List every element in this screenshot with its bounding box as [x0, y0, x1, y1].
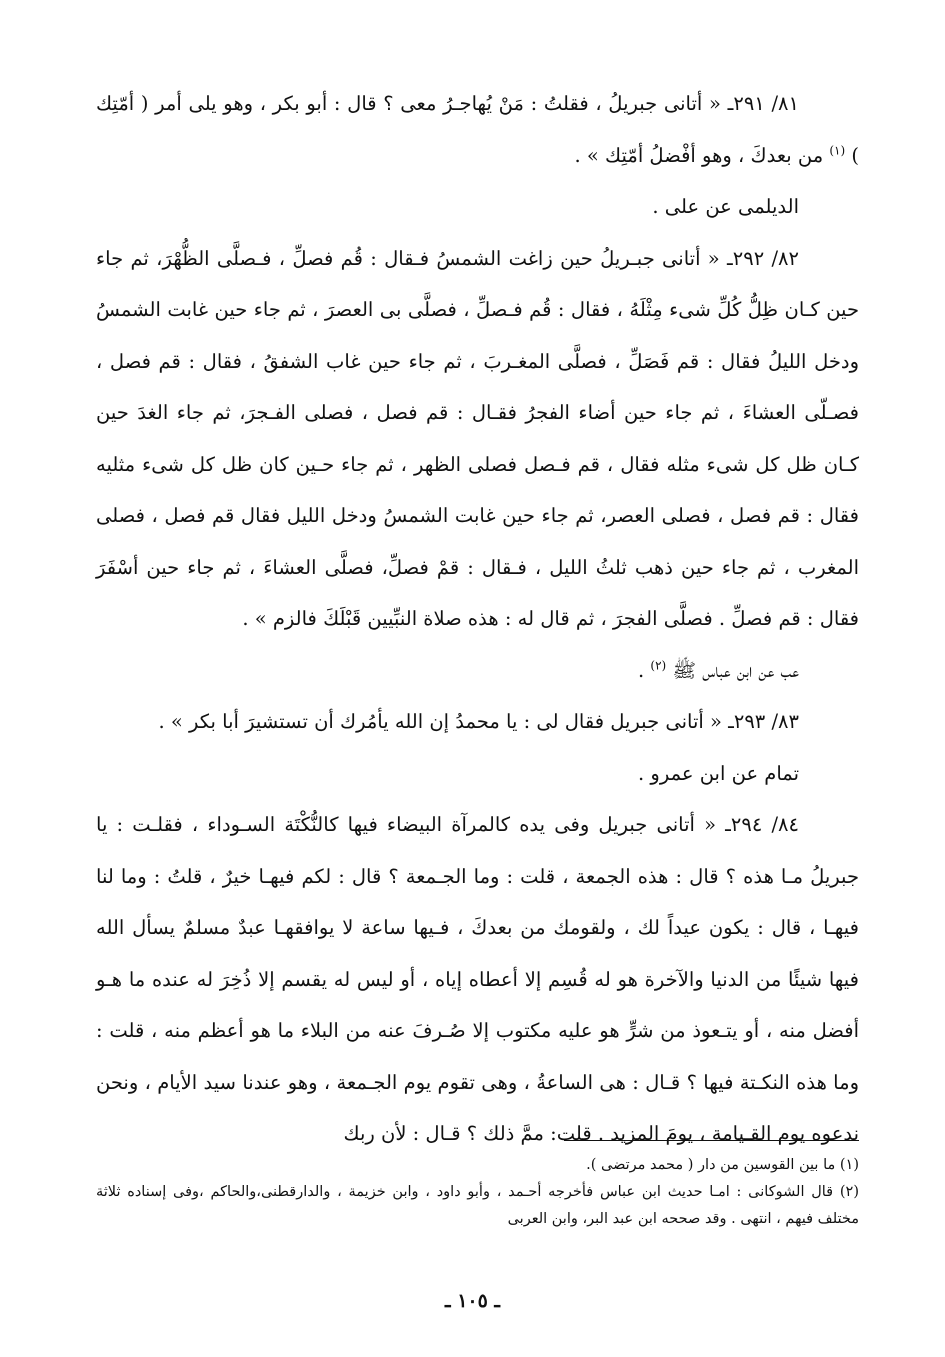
hadith-text: « أتانى جبريل وفى يده كالمرآة البيضاء فيها كالنُّكْتَة السـوداء ، فقلـت : يا جبريلُ مـا هذه ؟ قال : هذه الجمعة ، قلت : وما الجـمعة ؟ قال : لكم فيهـا خيرٌ ، قلتُ : وما لنا فيهـا ، قال : يكون عيداً لك ، ولقومك من بعدكَ ، فـيها ساعة لا يوافقهـا عبدٌ مسلمٌ يسأل الله فيها شيئًا من الدنيا والآخرة هو له قُسِم إلا أعطاه إياه ، أو ليس له يقسم إلا ذُخِرَ له عنده ما هـو أفضل منه ، أو يتـعوذ من شرٍّ هو عليه مكتوب إلا صُـرفَ عنه من البلاء ما هو أعظم منه ، قلت : وما هذه النكـتة فيها ؟ قـال : هى الساعةُ ، وهى تقوم يوم الجـمعة ، وهو عندنا سيد الأيام ، ونحن ندعوه يوم القـيامة ، يومَ المزيد . قلت: ممَّ ذلك ؟ قـال : لأن ربك [96, 813, 859, 1145]
source-text: . [638, 658, 645, 682]
hadith-source: الديلمى عن على . [652, 195, 799, 218]
footnote-divider [564, 1140, 859, 1141]
footnote-marker[interactable]: (٢) [650, 658, 667, 672]
hadith-text: « أتانى جبريل فقال لى : يا محمدُ إن الله يأمُرك أن تستشيرَ أبا بكر » . [158, 710, 722, 733]
footnotes [96, 1152, 859, 1233]
main-text [96, 78, 859, 1160]
source-text: عب عن ابن عباس ﷺ [672, 658, 799, 682]
hadith-number: ٨٣/ ٢٩٣ـ [728, 710, 799, 733]
hadith-text: « أتانى جبريلُ ، فقلتُ : مَنْ يُهاجـرُ معى ؟ قال : أبو بكر ، وهو يلى أمر ( أمّتِك ) [96, 92, 859, 167]
page-number: ـ ١٠٥ ـ [445, 1290, 500, 1312]
hadith-number: ٨٤/ ٢٩٤ـ [725, 813, 799, 836]
hadith-291 [96, 78, 859, 181]
footnote-2: (٢) قال الشوكانى : امـا حديث ابن عباس فأخرجه أحـمد ، وأبو داود ، وابن خزيمة ، والدارقطنى،والحاكم ،وفى إسناده ثلاثة مختلف فيهم ، انتهى . وقد صححه ابن عبد البر، وابن العربى [96, 1184, 859, 1227]
hadith-source [96, 645, 859, 697]
hadith-text: « أتانى جبـريلُ حين زاغت الشمسُ فـقال : قُم فصلِّ ، فـصلَّى الظُّهْرَ، ثم جاء حين كـان ظِلُّ كُلِّ شىء مِثْلَهُ ، فقال : قُم فـصلِّ ، فصلَّى بى العصرَ ، ثم جاء حين غابت الشمسُ ودخل الليلُ فقال : قم فَصَلِّ ، فصلَّى المغـربَ ، ثم جاء حين غاب الشفقُ ، فقال : قم فصل ، فصـلّى العشاءَ ، ثم جاء حين أضاء الفجرُ فقـال : قم فصل ، فصلى الفـجرَ، ثم جاء الغدَ حين كـان ظل كل شىء مثله فقال ، قم فـصل فصلى الظهر ، ثم جاء حـين كان ظل كل شىء مثليه فقال : قم فصل ، فصلى العصر، ثم جاء حين غابت الشمسُ ودخل الليل فقال قم فصل ، فصلى المغرب ، ثم جاء حين ذهب ثلثُ الليل ، فـقال : قمْ فصلِّ، فصلَّى العشاءَ ، ثم جاء حين أسْفَرَ فقال : قم فصلِّ . فصلَّى الفجرَ ، ثم قال له : هذه صلاة النبِّيين قَبْلَكَ فالزم » . [96, 246, 859, 630]
hadith-293 [96, 696, 859, 748]
footnote-1: (١) ما بين القوسين من دار ( محمد مرتضى ). [586, 1157, 859, 1173]
hadith-text: من بعدكَ ، وهو أفْضلُ أمّتِك » . [574, 143, 824, 167]
hadith-source: تمام عن ابن عمرو . [638, 761, 799, 785]
hadith-number: ٨١/ ٢٩١ـ [727, 92, 799, 115]
hadith-294 [96, 799, 859, 1160]
hadith-292 [96, 233, 859, 645]
hadith-number: ٨٢/ ٢٩٢ـ [727, 246, 799, 270]
footnote-marker[interactable]: (١) [829, 143, 846, 157]
